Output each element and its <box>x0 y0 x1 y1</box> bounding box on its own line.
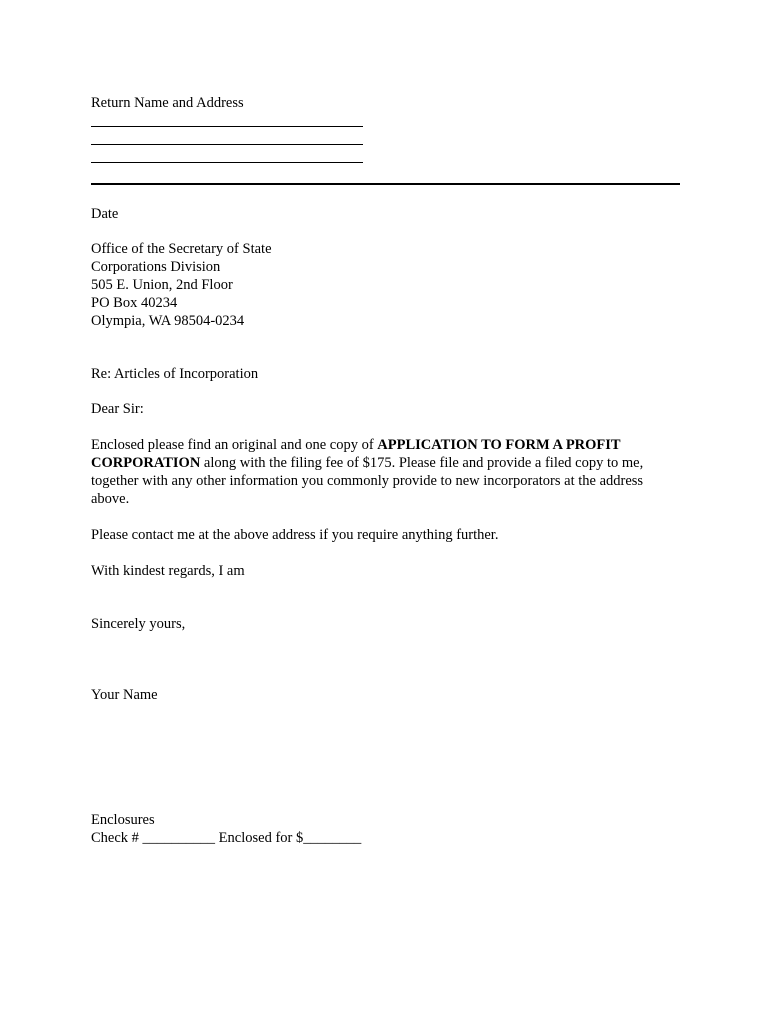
body-paragraph-1 <box>91 436 676 508</box>
recipient-line-4: PO Box 40234 <box>91 295 178 311</box>
recipient-line-3: 505 E. Union, 2nd Floor <box>91 277 233 293</box>
check-line: Check # __________ Enclosed for $________ <box>91 830 362 846</box>
signature-name: Your Name <box>91 687 158 703</box>
recipient-line-2: Corporations Division <box>91 259 221 275</box>
form-title: APPLICATION TO FORM A PROFIT CORPORATION <box>91 437 621 471</box>
re-line: Re: Articles of Incorporation <box>91 366 259 382</box>
recipient-line-5: Olympia, WA 98504-0234 <box>91 313 245 329</box>
body-paragraph-2: Please contact me at the above address if you require anything further. <box>91 527 499 543</box>
date-label: Date <box>91 206 119 222</box>
recipient-line-1: Office of the Secretary of State <box>91 241 272 257</box>
closing: Sincerely yours, <box>91 616 186 632</box>
body-paragraph-1-start: Enclosed please find an original and one copy of <box>91 437 378 453</box>
return-address-heading: Return Name and Address <box>91 95 244 111</box>
return-address-line-3 <box>91 162 363 163</box>
enclosures-label: Enclosures <box>91 812 155 828</box>
body-paragraph-1-end: along with the filing fee of $175. Please file and provide a filed copy to me, together with any other information you commonly provide to new incorporators at the address above. <box>91 455 644 507</box>
body-paragraph-3: With kindest regards, I am <box>91 563 245 579</box>
salutation: Dear Sir: <box>91 401 144 417</box>
return-address-line-1 <box>91 126 363 127</box>
return-address-line-2 <box>91 144 363 145</box>
header-divider <box>91 183 680 185</box>
